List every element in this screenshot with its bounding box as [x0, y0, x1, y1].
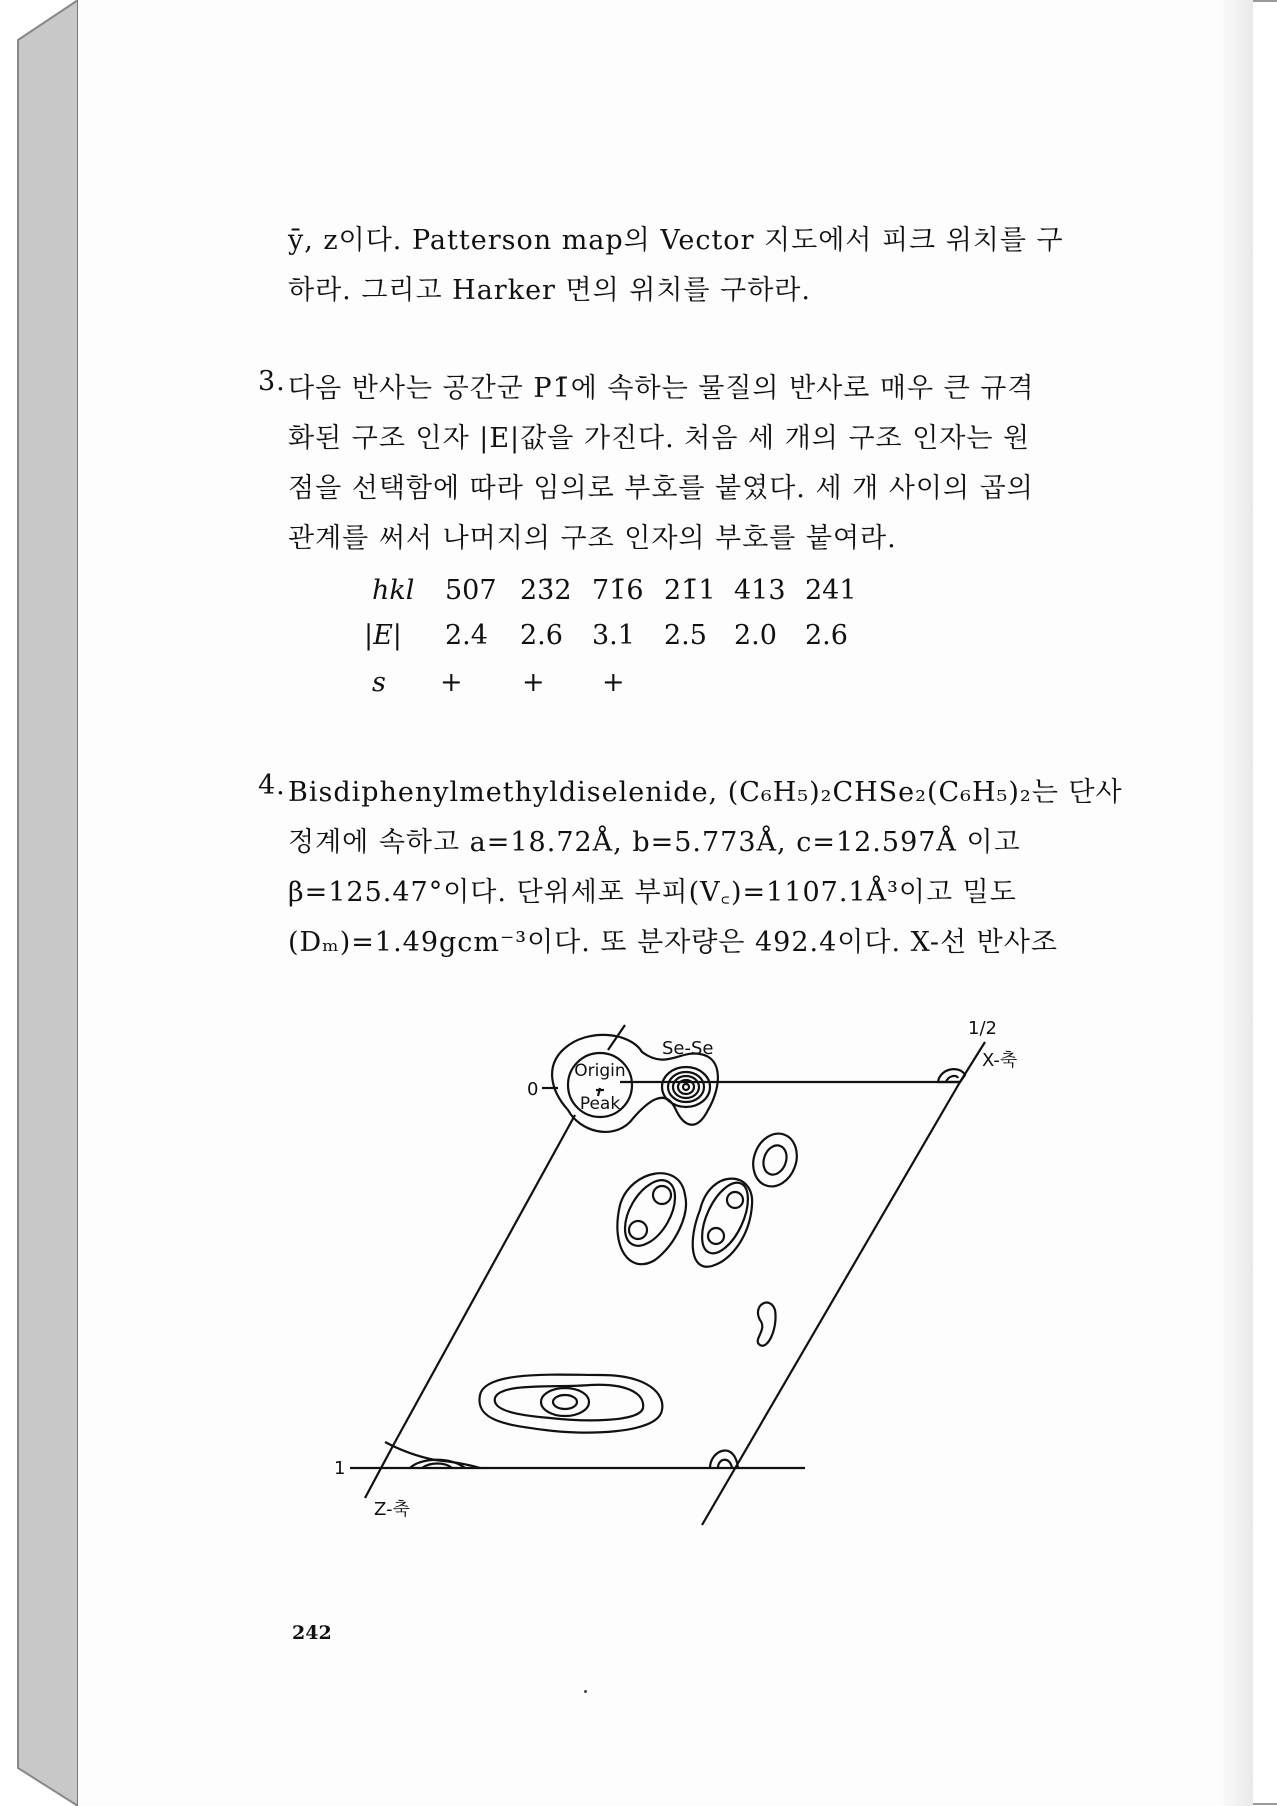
table-cell: 71̄6 [592, 575, 644, 606]
table-cell: 2.0 [734, 620, 777, 651]
para1-line1: ȳ, z이다. Patterson map의 Vector 지도에서 피크 위치를 구 [288, 225, 1064, 256]
q3-line2: 화된 구조 인자 |E|값을 가진다. 처음 세 개의 구조 인자는 원 [288, 423, 1031, 454]
table-cell: + [602, 667, 625, 698]
peak-label: Peak [579, 1094, 621, 1114]
table-cell: 3.1 [592, 620, 635, 651]
table-cell: 507 [445, 575, 497, 606]
table-cell: 2.4 [445, 620, 488, 651]
sese-label: Se-Se [662, 1038, 714, 1059]
table-cell: + [522, 667, 545, 698]
table-cell: 23̄2 [520, 575, 572, 606]
x-axis-label: X-축 [982, 1050, 1018, 1071]
peak-double-middle [693, 1176, 758, 1267]
table-cell: 2.6 [805, 620, 848, 651]
origin-label: Origin [574, 1061, 626, 1081]
peak-small-elongated [758, 1303, 776, 1346]
peak-oval [746, 1127, 804, 1192]
q3-line4: 관계를 써서 나머지의 구조 인자의 부호를 붙여라. [288, 523, 897, 554]
table-cell: 241 [805, 575, 857, 606]
q4-line1: Bisdiphenylmethyldiselenide, (C₆H₅)₂CHSe₂(C₆H₅)₂는 단사 [288, 777, 1123, 808]
z-axis-line [365, 1442, 395, 1498]
zero-label: 0 [527, 1079, 539, 1100]
table-cell: 2.5 [664, 620, 707, 651]
table-cell: 2.6 [520, 620, 563, 651]
para1-line2: 하라. 그리고 Harker 면의 위치를 구하라. [288, 275, 811, 306]
patterson-map-figure [320, 1010, 1060, 1540]
one-label: 1 [334, 1458, 346, 1479]
peak-elongated-bottom [479, 1375, 662, 1433]
half-label: 1/2 [968, 1018, 997, 1039]
q3-line1: 다음 반사는 공간군 P1̄에 속하는 물질의 반사로 매우 큰 규격 [288, 373, 1035, 404]
q4-line3: β=125.47°이다. 단위세포 부피(V꜀)=1107.1Å³이고 밀도 [288, 877, 1017, 908]
row-label: |E| [364, 620, 402, 651]
row-label: hkl [372, 575, 415, 606]
cell-right-edge [702, 1082, 960, 1525]
q4-line2: 정계에 속하고 a=18.72Å, b=5.773Å, c=12.597Å 이고 [288, 827, 1021, 858]
q3-line3: 점을 선택함에 따라 임의로 부호를 붙였다. 세 개 사이의 곱의 [288, 473, 1034, 504]
q4-line4: (Dₘ)=1.49gcm⁻³이다. 또 분자량은 492.4이다. X-선 반사조 [288, 927, 1058, 958]
table-cell: + [440, 667, 463, 698]
q4-number: 4. [258, 770, 286, 801]
z-axis-label: Z-축 [374, 1499, 410, 1520]
scan-dot [584, 1690, 587, 1693]
page-number: 242 [292, 1622, 332, 1644]
page-shadow [1217, 0, 1253, 1806]
table-cell: 413 [734, 575, 786, 606]
row-label: s [372, 667, 386, 698]
table-cell: 21̄1 [664, 575, 716, 606]
peak-double-left [615, 1172, 686, 1264]
se-se-peak [662, 1067, 710, 1107]
q3-number: 3. [258, 366, 286, 397]
